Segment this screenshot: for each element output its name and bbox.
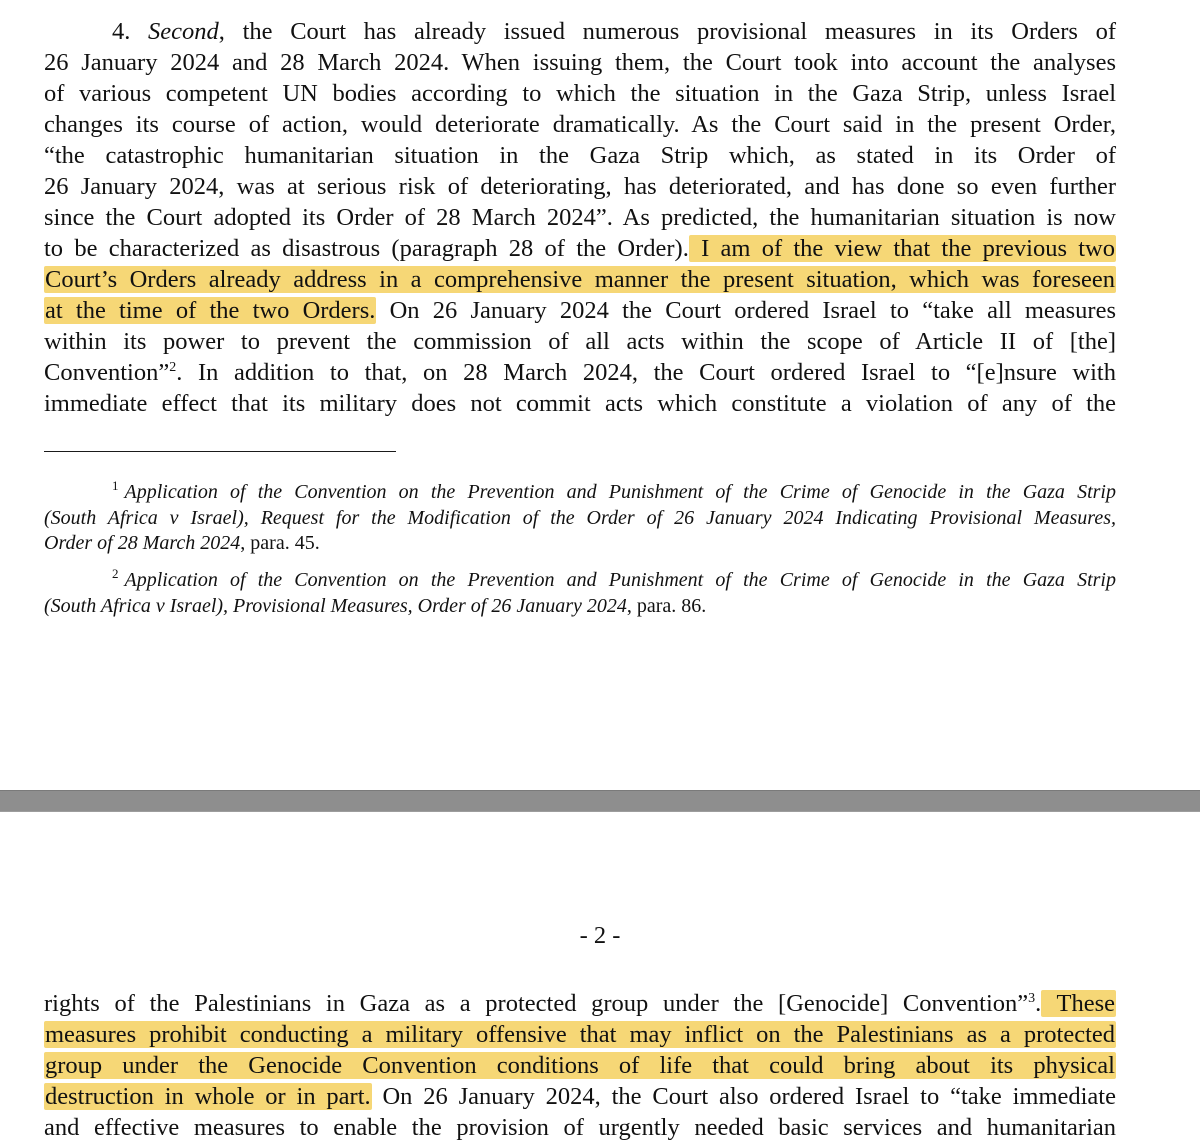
footnote-line bbox=[44, 480, 1116, 506]
paragraph-line: 26 January 2024, was at serious risk of deteriorating, has deteriorated, and has done so even further bbox=[44, 173, 1116, 200]
footnote-number: 1 bbox=[112, 478, 119, 494]
footnote-line bbox=[44, 506, 1116, 532]
text-span: , para. 45. bbox=[240, 532, 320, 554]
paragraph-line: within its power to prevent the commission of all acts within the scope of Article II of [the] bbox=[44, 328, 1116, 355]
text-span: . bbox=[1035, 990, 1042, 1017]
paragraph-4 bbox=[44, 16, 1116, 419]
paragraph-line bbox=[44, 1081, 1116, 1112]
paragraph-lead-word: Second bbox=[148, 18, 219, 45]
paragraph-line bbox=[44, 357, 1116, 388]
text-span: Application of the Convention on the Prevention and Punishment of the Crime of Genocide in the Gaza Strip bbox=[124, 481, 1116, 503]
paragraph-line bbox=[44, 1019, 1116, 1050]
footnote-reference-3[interactable]: 3 bbox=[1028, 990, 1036, 1006]
highlighted-text: Court’s Orders already address in a comprehensive manner the present situation, which was foreseen bbox=[45, 266, 1115, 293]
text-span: rights of the Palestinians in Gaza as a protected group under the [Genocide] Convention” bbox=[44, 990, 1029, 1017]
page-number: - 2 - bbox=[579, 922, 621, 949]
text-span: (South Africa v Israel), Provisional Measures, Order of 26 January 2024 bbox=[44, 594, 627, 617]
paragraph-line: immediate effect that its military does not commit acts which constitute a violation of any of the bbox=[44, 390, 1116, 417]
paragraph-line: “the catastrophic humanitarian situation in the Gaza Strip which, as stated in its Order of bbox=[44, 142, 1116, 169]
paragraph-line bbox=[44, 264, 1116, 295]
text-span: (South Africa v Israel), Request for the Modification of the Order of 26 January 2024 Indicating Provisional Measures, bbox=[44, 506, 1116, 529]
text-span: On 26 January 2024, the Court also ordered Israel to “take immediate bbox=[371, 1083, 1116, 1110]
highlighted-text: I am of the view that the previous two bbox=[689, 235, 1115, 262]
paragraph-line: changes its course of action, would deteriorate dramatically. As the Court said in the present Order, bbox=[44, 111, 1116, 138]
footnote-2 bbox=[44, 568, 1116, 619]
paragraph-line bbox=[44, 233, 1116, 264]
highlighted-text: measures prohibit conducting a military offensive that may inflict on the Palestinians as a protected bbox=[45, 1021, 1115, 1048]
footnote-1 bbox=[44, 480, 1116, 557]
highlighted-text: These bbox=[1042, 990, 1115, 1017]
paragraph-line: of various competent UN bodies according to which the situation in the Gaza Strip, unless Israel bbox=[44, 80, 1116, 107]
paragraph-line bbox=[44, 988, 1116, 1019]
paragraph-line bbox=[44, 1050, 1116, 1081]
footnote-reference-2[interactable]: 2 bbox=[169, 359, 177, 375]
paragraph-line bbox=[44, 16, 1116, 47]
footnote-line bbox=[44, 594, 1116, 620]
paragraph-number: 4. bbox=[112, 18, 131, 45]
text-span: . In addition to that, on 28 March 2024, the Court ordered Israel to “[e]nsure with bbox=[176, 359, 1116, 386]
highlighted-text: destruction in whole or in part. bbox=[45, 1083, 371, 1110]
page-separator bbox=[0, 790, 1200, 812]
text-span: to be characterized as disastrous (paragraph 28 of the Order). bbox=[44, 235, 689, 262]
text-span: Order of 28 March 2024 bbox=[44, 532, 241, 554]
paragraph-continuation bbox=[44, 988, 1116, 1143]
paragraph-line: 26 January 2024 and 28 March 2024. When issuing them, the Court took into account the analyses bbox=[44, 49, 1116, 76]
footnote-line bbox=[44, 531, 1116, 557]
text-span: , para. 86. bbox=[626, 594, 707, 617]
text-span: Application of the Convention on the Prevention and Punishment of the Crime of Genocide in the Gaza Strip bbox=[124, 569, 1116, 591]
footnote-number: 2 bbox=[112, 566, 119, 582]
text-span: , the Court has already issued numerous provisional measures in its Orders of bbox=[218, 18, 1116, 45]
footnote-line bbox=[44, 568, 1116, 594]
highlighted-text: group under the Genocide Convention conditions of life that could bring about its physical bbox=[45, 1052, 1115, 1079]
paragraph-line: since the Court adopted its Order of 28 March 2024”. As predicted, the humanitarian situation is now bbox=[44, 204, 1116, 231]
paragraph-line bbox=[44, 295, 1116, 326]
paragraph-line: and effective measures to enable the provision of urgently needed basic services and humanitarian bbox=[44, 1114, 1116, 1141]
footnote-separator bbox=[44, 451, 396, 452]
highlighted-text: at the time of the two Orders. bbox=[45, 297, 376, 324]
text-span: Convention” bbox=[44, 359, 170, 386]
text-span: On 26 January 2024 the Court ordered Israel to “take all measures bbox=[376, 297, 1116, 324]
